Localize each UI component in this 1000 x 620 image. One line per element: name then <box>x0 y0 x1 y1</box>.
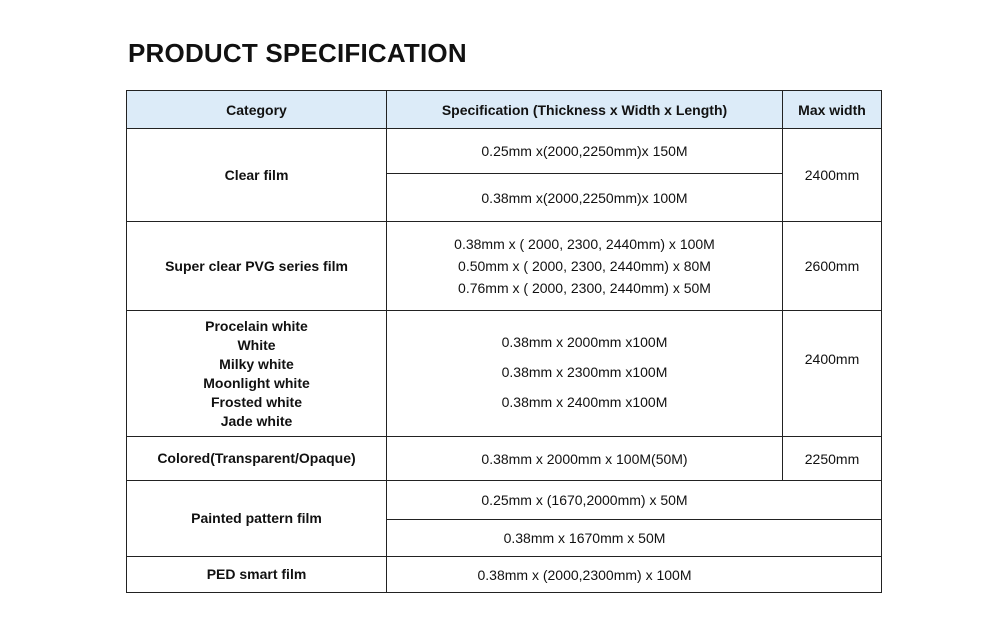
header-specification: Specification (Thickness x Width x Length) <box>387 91 783 129</box>
spec-cell: 0.38mm x 1670mm x 50M <box>387 520 882 557</box>
category-pvg-film: Super clear PVG series film <box>127 222 387 311</box>
category-line: Moonlight white <box>203 374 310 391</box>
category-line: Frosted white <box>210 393 302 410</box>
spec-cell: 0.38mm x(2000,2250mm)x 100M <box>387 174 783 222</box>
category-line: Milky white <box>219 355 294 372</box>
header-row <box>127 91 882 129</box>
category-white-films <box>127 311 387 437</box>
header-category: Category <box>127 91 387 129</box>
max-width-cell: 2400mm <box>783 311 882 437</box>
table-row <box>127 222 882 311</box>
page-title: PRODUCT SPECIFICATION <box>128 38 467 68</box>
category-line: White <box>237 336 276 353</box>
spec-line: 0.38mm x 2300mm x100M <box>501 364 668 380</box>
spec-cell: 0.38mm x (2000,2300mm) x 100M <box>387 557 882 593</box>
category-colored-film: Colored(Transparent/Opaque) <box>127 437 387 481</box>
spec-line: 0.76mm x ( 2000, 2300, 2440mm) x 50M <box>458 280 711 296</box>
category-ped-film: PED smart film <box>127 557 387 593</box>
table-row <box>127 129 882 174</box>
category-line: Procelain white <box>205 317 308 334</box>
spec-cell: 0.25mm x(2000,2250mm)x 150M <box>387 129 783 174</box>
max-width-cell: 2250mm <box>783 437 882 481</box>
spec-line: 0.50mm x ( 2000, 2300, 2440mm) x 80M <box>458 258 711 274</box>
category-line: Jade white <box>220 412 293 429</box>
table-row <box>127 557 882 593</box>
spec-line: 0.38mm x 2400mm x100M <box>501 394 668 410</box>
spec-line: 0.38mm x ( 2000, 2300, 2440mm) x 100M <box>454 236 715 252</box>
table-row <box>127 481 882 520</box>
max-width-cell: 2600mm <box>783 222 882 311</box>
product-spec-table <box>126 90 882 593</box>
table-row <box>127 437 882 481</box>
spec-cell <box>387 222 783 311</box>
spec-cell <box>387 311 783 437</box>
max-width-cell: 2400mm <box>783 129 882 222</box>
header-max-width: Max width <box>783 91 882 129</box>
category-painted-film: Painted pattern film <box>127 481 387 557</box>
spec-line: 0.38mm x 2000mm x100M <box>501 334 668 350</box>
spec-cell: 0.38mm x 2000mm x 100M(50M) <box>387 437 783 481</box>
spec-cell: 0.25mm x (1670,2000mm) x 50M <box>387 481 882 520</box>
category-clear-film: Clear film <box>127 129 387 222</box>
table-row <box>127 311 882 437</box>
